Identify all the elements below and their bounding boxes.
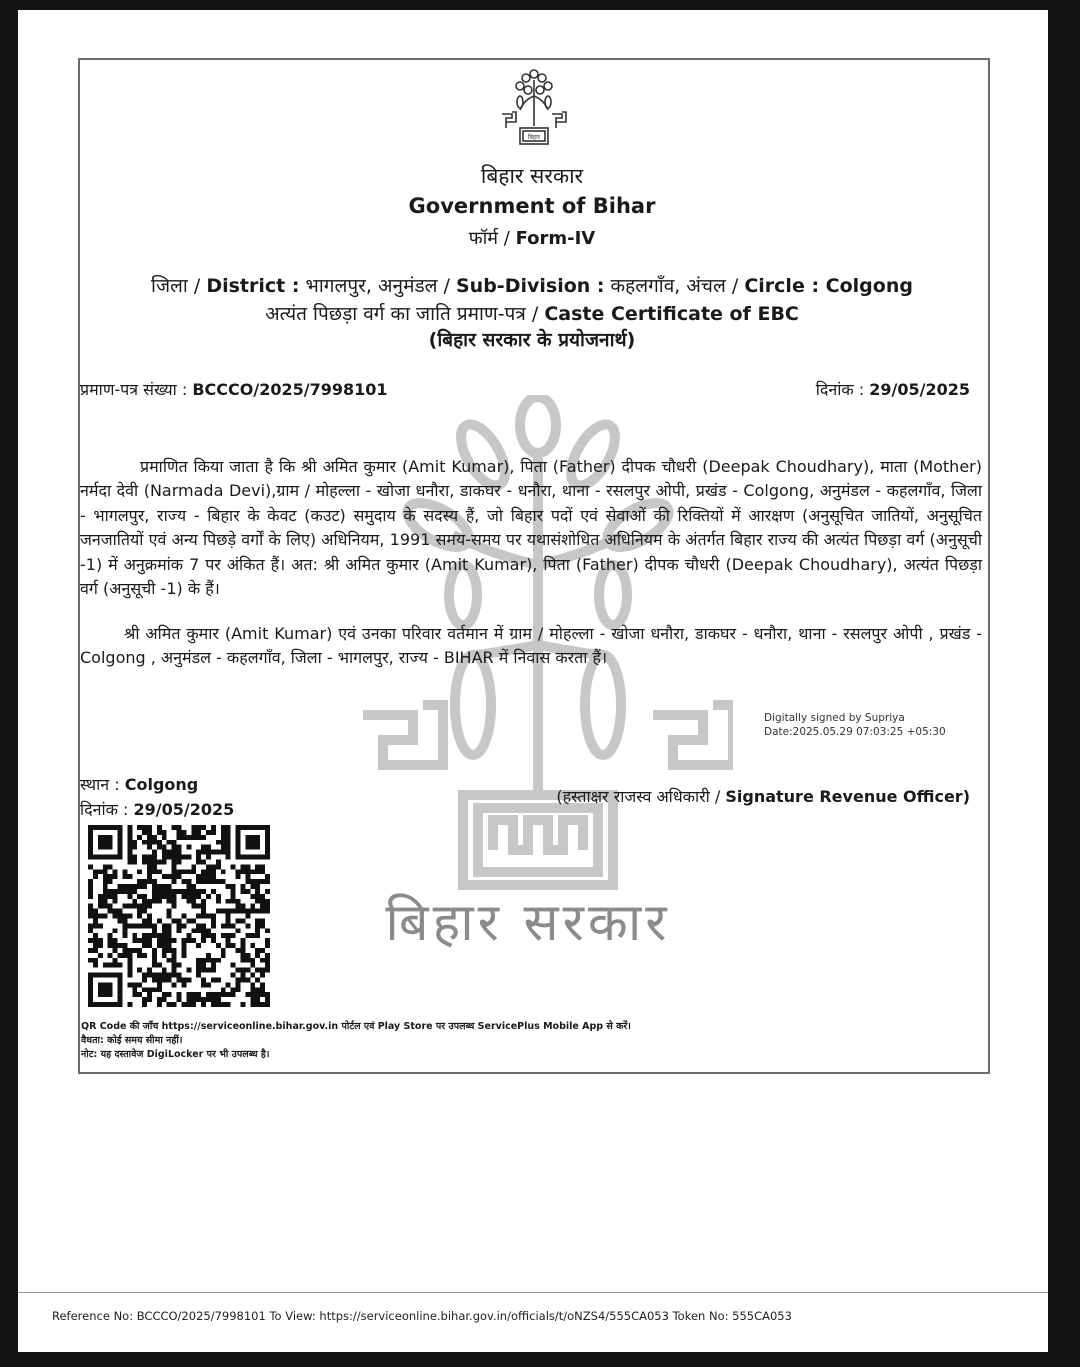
district-value: भागलपुर, (305, 275, 372, 297)
qr-code-icon (88, 825, 270, 1007)
certificate-number-label: प्रमाण-पत्र संख्या : (80, 380, 188, 399)
form-number: फॉर्म / Form-IV (468, 228, 596, 249)
bihar-emblem-icon (498, 66, 570, 148)
note-qr-verification: QR Code की जाँच https://serviceonline.bihar.gov.in पोर्टल एवं Play Store पर उपलब्ध ServicePlus Mobile App से करें। (81, 1021, 631, 1032)
place-label: स्थान : (80, 775, 120, 794)
certification-text: प्रमाणित किया जाता है कि श्री अमित कुमार (Amit Kumar), पिता (Father) दीपक चौधरी (Deepak Choudhary), माता (Mother) नर्मदा देवी (Narmada Devi),ग्राम / मोहल्ला - खोजा धनौरा, डाकघर - धनौरा, थाना - रसलपुर ओपी, प्रखंड - Colgong, अनुमंडल - कहलगाँव, जिला - भागलपुर, राज्य - बिहार के केवट (कउट) समुदाय के सदस्य हैं, जो बिहार पदों एवं सेवाओं की रिक्तियों में आरक्षण (अनुसूचित जातियों, अनुसूचित जनजातियों एवं अन्य पिछड़े वर्गों के लिए) अधिनियम, 1991 समय-समय पर यथासंशोधित अधिनियम के अंतर्गत बिहार राज्य की अत्यंत पिछड़ा वर्ग (अनुसूची -1) में अनुक्रमांक 7 पर अंकित हैं। अत: श्री अमित कुमार (Amit Kumar), पिता (Father) दीपक चौधरी (Deepak Choudhary), अत्यंत पिछड़ा वर्ग (अनुसूची -1) के हैं। (80, 457, 982, 599)
certificate-title: अत्यंत पिछड़ा वर्ग का जाति प्रमाण-पत्र / Caste Certificate of EBC (265, 303, 799, 325)
certificate-date-label: दिनांक : (815, 380, 865, 399)
place-line (80, 772, 234, 797)
place-value: Colgong (124, 775, 199, 794)
subdivision-label-hindi: अनुमंडल (378, 275, 438, 297)
govt-title-hindi: बिहार सरकार (480, 164, 584, 188)
subdivision-label-english: Sub-Division : (456, 275, 605, 297)
signature-officer-hindi: (हस्ताक्षर राजस्व अधिकारी (556, 787, 710, 806)
note-validity: वैधता: कोई समय सीमा नहीं। (81, 1035, 183, 1046)
signature-officer-english: Signature Revenue Officer) (725, 787, 970, 806)
certificate-title-english: Caste Certificate of EBC (544, 303, 799, 325)
certificate-date-value: 29/05/2025 (869, 380, 970, 399)
form-hindi: फॉर्म (468, 228, 499, 249)
district-label-hindi: जिला (151, 275, 188, 297)
subdivision-value: कहलगाँव, (610, 275, 681, 297)
footer-divider (18, 1292, 1048, 1293)
residence-paragraph (80, 622, 982, 671)
circle-label-hindi: अंचल (686, 275, 726, 297)
location-line: जिला / District : भागलपुर, अनुमंडल / Sub-Division : कहलगाँव, अंचल / Circle : Colgong (151, 275, 913, 297)
footer-reference: Reference No: BCCCO/2025/7998101 To View: https://serviceonline.bihar.gov.in/officials/t/oNZS4/555CA053 Token No: 555CA053 (52, 1309, 792, 1323)
certificate-page (18, 10, 1048, 1352)
notes (81, 1020, 631, 1062)
circle-label-english: Circle : Colgong (744, 275, 913, 297)
certificate-title-hindi: अत्यंत पिछड़ा वर्ग का जाति प्रमाण-पत्र (265, 303, 526, 325)
certificate-purpose: (बिहार सरकार के प्रयोजनार्थ) (428, 329, 636, 351)
place-date-label: दिनांक : (80, 800, 129, 819)
certification-paragraph (80, 455, 982, 601)
certificate-date (816, 378, 970, 400)
digital-signature-date: Date:2025.05.29 07:03:25 +05:30 (764, 726, 946, 738)
form-english: Form-IV (515, 228, 596, 249)
govt-title-english: Government of Bihar (408, 194, 656, 218)
digital-signature-signer: Digitally signed by Supriya (764, 712, 905, 724)
place-date-value: 29/05/2025 (133, 800, 235, 819)
watermark-text: बिहार सरकार (385, 893, 671, 953)
place-date-line (80, 797, 234, 822)
svg-text:बिहार: बिहार (527, 134, 541, 141)
note-digilocker: नोट: यह दस्तावेज DigiLocker पर भी उपलब्ध है। (81, 1049, 270, 1060)
digital-signature (764, 711, 946, 739)
district-label-english: District : (206, 275, 300, 297)
certificate-number (80, 378, 388, 400)
residence-text: श्री अमित कुमार (Amit Kumar) एवं उनका परिवार वर्तमान में ग्राम / मोहल्ला - खोजा धनौरा, डाकघर - धनौरा, थाना - रसलपुर ओपी , प्रखंड - Colgong , अनुमंडल - कहलगाँव, जिला - भागलपुर, राज्य - BIHAR में निवास करता हैं। (80, 624, 982, 668)
signature-officer: (हस्ताक्षर राजस्व अधिकारी / Signature Revenue Officer) (556, 787, 970, 806)
certificate-number-value: BCCCO/2025/7998101 (192, 380, 388, 399)
place-block (80, 772, 234, 822)
